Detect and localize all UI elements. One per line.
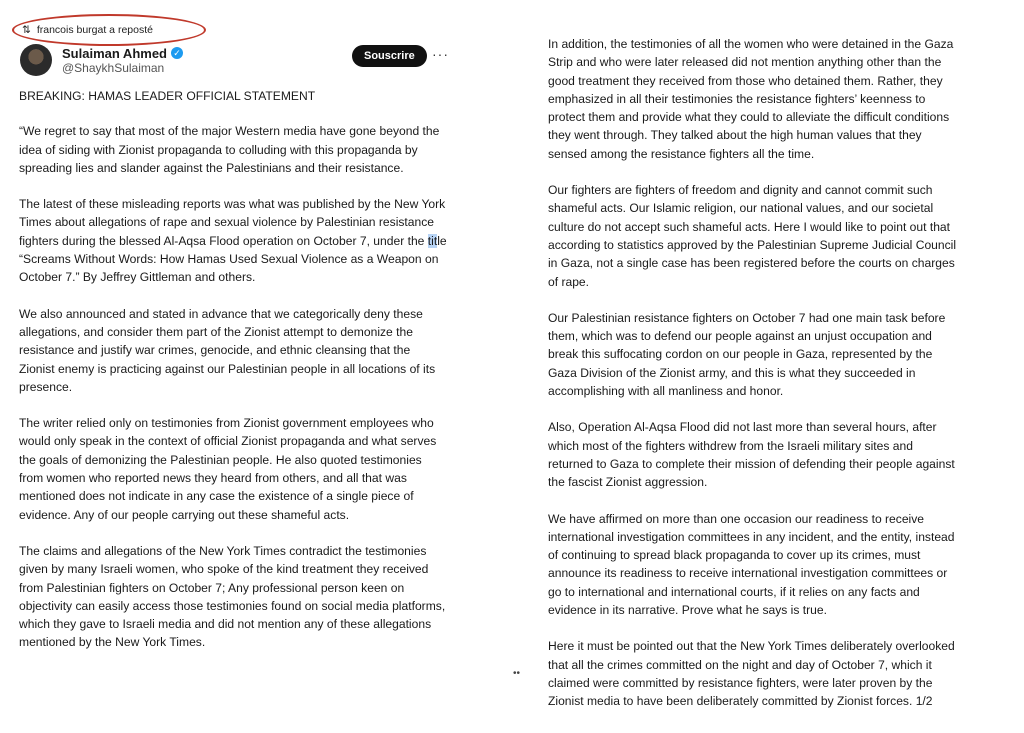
separator-dots: ••: [513, 668, 521, 679]
paragraph: The claims and allegations of the New York Times contradict the testimonies given by many Israeli women, who spoke of the kind treatment they received from Palestinian fighters on October 7; Any professional person keen on objectivity can easily access those testimonies found on social media platforms, which they gave to Israeli media and did not mention any of these allegations mentioned by the New York Times.: [19, 543, 446, 650]
post-headline: BREAKING: HAMAS LEADER OFFICIAL STATEMENT: [19, 89, 316, 103]
paragraph: The writer relied only on testimonies from Zionist government employees who would only speak in the context of official Zionist propaganda and what serves the goals of demonizing the Palestinian people. He also quoted testimonies from women who reported news they heard from others, and all that was mentioned does not indicate in any case the existence of a single piece of evidence. Any of our people carrying out these shameful acts.: [19, 416, 437, 522]
paragraph: Our Palestinian resistance fighters on October 7 had one main task before them, which was to defend our people against an unjust occupation and break this suffocating cordon on our people in Gaza, represented by the Gaza Division of the Zionist army, and this is what they succeeded in accomplishing with all manliness and honor.: [548, 310, 946, 399]
author-name[interactable]: Sulaiman Ahmed: [62, 45, 167, 61]
author-block[interactable]: [20, 44, 183, 76]
paragraph: Our fighters are fighters of freedom and dignity and cannot commit such shameful acts. Our Islamic religion, our national values, and our societal culture do not accept such shameful acts. Here I would like to point out that according to statistics approved by the Palestinian Supreme Judicial Council in Gaza, not a single case has been registered before the courts on charges of rape.: [548, 183, 957, 289]
more-options-icon[interactable]: ···: [432, 46, 449, 62]
paragraph: We also announced and stated in advance that we categorically deny these allegations, and consider them part of the Zionist attempt to demonize the resistance and justify war crimes, genocide, and ethnic cleansing that the Zionist enemy is practicing against our Palestinian people in all locations of its presence.: [19, 306, 436, 394]
paragraph: “We regret to say that most of the major Western media have gone beyond the idea of siding with Zionist propaganda to colluding with this propaganda by spreading lies and slander against the Palestinians and their resistance.: [19, 124, 440, 175]
subscribe-button[interactable]: Souscrire: [352, 45, 427, 67]
post-body-left: [19, 87, 449, 670]
text-selection: tit: [427, 233, 438, 248]
paragraph: We have affirmed on more than one occasion our readiness to receive international investigation committees in any incident, and the entity, instead of continuing to spread black propaganda to cover up its crimes, must announce its readiness to receive international investigation committees or go to international and international courts, if it relies on any facts and evidence in its narrative. Prove what he says is true.: [548, 511, 955, 618]
post-body-right: [548, 35, 958, 729]
repost-indicator[interactable]: [22, 24, 153, 36]
paragraph: Also, Operation Al-Aqsa Flood did not last more than several hours, after which most of the fighters withdrew from the Israeli military sites and returned to Gaza to complete their mission of defending their people against the fascist Zionist aggression.: [548, 420, 955, 490]
verified-badge-icon: ✓: [171, 47, 183, 59]
repost-icon: ⇅: [22, 24, 31, 36]
paragraph: Here it must be pointed out that the New York Times deliberately overlooked that all the crimes committed on the night and day of October 7, which it claimed were committed by resistance fighters, were later proven by the Zionist media to have been deliberately committed by Zionist forces. 1/2: [548, 639, 955, 709]
avatar[interactable]: [20, 44, 52, 76]
author-handle[interactable]: @ShaykhSulaiman: [62, 60, 165, 75]
paragraph: In addition, the testimonies of all the women who were detained in the Gaza Strip and who were later released did not mention anything other than the good treatment they received from those who detained them. Rather, they emphasized in all their testimonies the resistance fighters’ keenness to protect them and provide what they could to alleviate the difficult conditions they went through. They talked about the high human values that they sensed among the resistance fighters all the time.: [548, 37, 954, 161]
paragraph: The latest of these misleading reports was what was published by the New York Times about allegations of rape and sexual violence by Palestinian resistance fighters during the blessed Al-Aqsa Flood operation on October 7, under the title “Screams Without Words: How Hamas Used Sexual Violence as a Weapon on October 7.” By Jeffrey Gittleman and others.: [19, 197, 447, 285]
repost-text: francois burgat a reposté: [36, 24, 153, 36]
